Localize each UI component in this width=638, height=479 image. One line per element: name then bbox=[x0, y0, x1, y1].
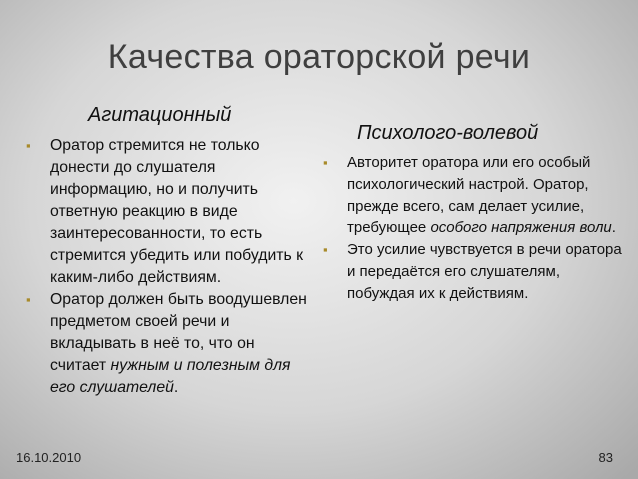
list-item bbox=[26, 135, 308, 289]
bullet-italic-text: нужным и полезным для его слушателей bbox=[50, 357, 291, 396]
list-item bbox=[323, 152, 623, 239]
bullet-text: Это усилие чувствуется в речи оратора и передаётся его слушателям, побуждая их к действиям. bbox=[347, 241, 622, 302]
square-bullet-icon: ▪ bbox=[323, 242, 328, 258]
bullet-text: Оратор должен быть воодушевлен предметом своей речи и вкладывать в неё то, что он считает bbox=[50, 291, 307, 374]
list-item bbox=[323, 239, 623, 304]
bullet-italic-text: особого напряжения воли bbox=[430, 219, 612, 237]
bullet-text: Авторитет оратора или его особый психологический настрой. Оратор, прежде всего, сам делает усилие, требующее bbox=[347, 154, 591, 237]
left-column bbox=[26, 104, 308, 399]
square-bullet-icon: ▪ bbox=[323, 155, 328, 170]
right-heading: Психолого-волевой bbox=[357, 122, 539, 144]
slide-title: Качества ораторской речи bbox=[107, 38, 531, 76]
square-bullet-icon: ▪ bbox=[26, 292, 31, 307]
page-number: 83 bbox=[598, 450, 613, 465]
left-heading: Агитационный bbox=[88, 104, 232, 126]
right-bullet-list bbox=[323, 152, 623, 305]
footer-date: 16.10.2010 bbox=[16, 450, 82, 465]
bullet-text: Оратор стремится не только донести до слушателя информацию, но и получить ответную реакцию в виде заинтересованности, то есть стремится убедить или побудить к каким-либо действиям. bbox=[50, 137, 304, 286]
list-item bbox=[26, 289, 308, 399]
square-bullet-icon: ▪ bbox=[26, 138, 31, 153]
right-column bbox=[323, 122, 623, 305]
left-bullet-list bbox=[26, 135, 308, 399]
bullet-text-end: . bbox=[611, 219, 616, 237]
bullet-text-end: . bbox=[173, 379, 179, 396]
